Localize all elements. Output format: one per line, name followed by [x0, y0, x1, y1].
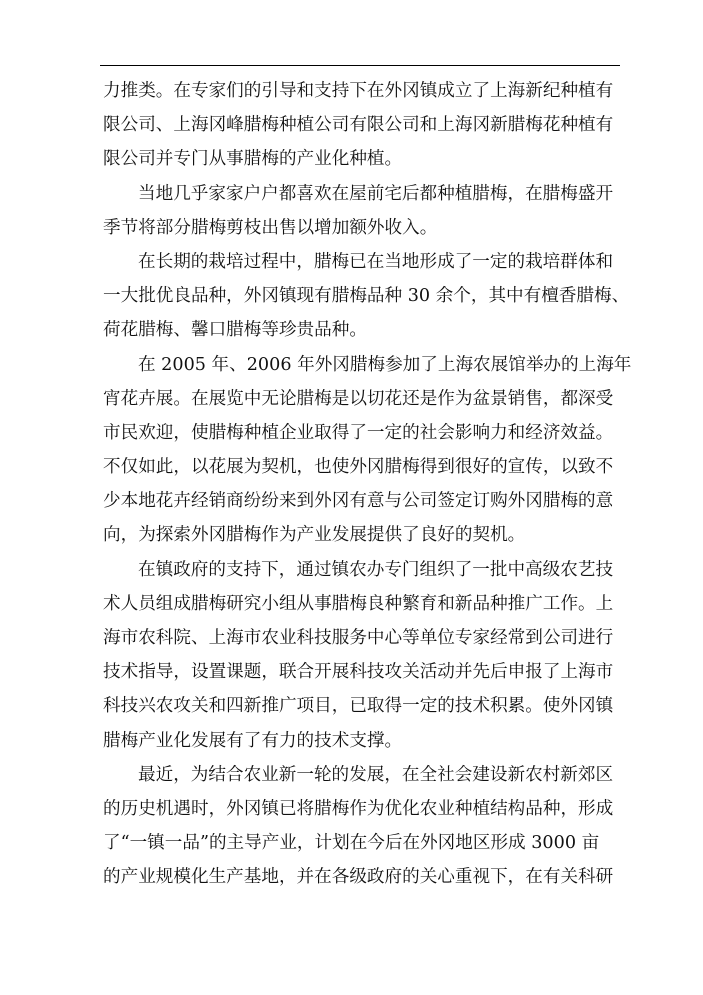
- text-line: 宵花卉展。在展览中无论腊梅是以切花还是作为盆景销售，都深受: [103, 388, 614, 409]
- text-line: 当地几乎家家户户都喜欢在屋前宅后都种植腊梅，在腊梅盛开: [138, 183, 614, 204]
- text-line: 不仅如此，以花展为契机，也使外冈腊梅得到很好的宣传，以致不: [103, 457, 614, 478]
- text-line: 季节将部分腊梅剪枝出售以增加额外收入。: [103, 217, 438, 238]
- text-line: 荷花腊梅、馨口腊梅等珍贵品种。: [103, 320, 367, 341]
- text-line: 在镇政府的支持下，通过镇农办专门组织了一批中高级农艺技: [138, 559, 614, 580]
- text-line: 向，为探索外冈腊梅作为产业发展提供了良好的契机。: [103, 525, 526, 546]
- text-line: 术人员组成腊梅研究小组从事腊梅良种繁育和新品种推广工作。上: [103, 593, 614, 614]
- text-line: 的产业规模化生产基地，并在各级政府的关心重视下，在有关科研: [103, 867, 614, 888]
- text-line: 限公司并专门从事腊梅的产业化种植。: [103, 149, 403, 170]
- text-line: 一大批优良品种，外冈镇现有腊梅品种 30 余个，其中有檀香腊梅、: [103, 286, 630, 307]
- text-line: 最近，为结合农业新一轮的发展，在全社会建设新农村新郊区: [138, 764, 614, 785]
- text-line: 在长期的栽培过程中，腊梅已在当地形成了一定的栽培群体和: [138, 251, 614, 272]
- text-line: 市民欢迎，使腊梅种植企业取得了一定的社会影响力和经济效益。: [103, 422, 614, 443]
- text-line: 在 2005 年、2006 年外冈腊梅参加了上海农展馆举办的上海年: [138, 354, 632, 375]
- text-line: 了“一镇一品”的主导产业，计划在今后在外冈地区形成 3000 亩: [103, 833, 600, 854]
- text-line: 力推类。在专家们的引导和支持下在外冈镇成立了上海新纪种植有: [103, 81, 614, 101]
- text-line: 限公司、上海冈峰腊梅种植公司有限公司和上海冈新腊梅花种植有: [103, 115, 614, 136]
- text-line: 技术指导，设置课题，联合开展科技攻关活动并先后申报了上海市: [103, 662, 614, 683]
- text-line: 少本地花卉经销商纷纷来到外冈有意与公司签定订购外冈腊梅的意: [103, 491, 614, 512]
- text-line: 腊梅产业化发展有了有力的技术支撑。: [103, 730, 403, 751]
- text-line: 海市农科院、上海市农业科技服务中心等单位专家经常到公司进行: [103, 628, 614, 648]
- text-line: 科技兴农攻关和四新推广项目，已取得一定的技术积累。使外冈镇: [103, 696, 614, 717]
- text-line: 的历史机遇时，外冈镇已将腊梅作为优化农业种植结构品种，形成: [103, 798, 614, 819]
- header-rule: [100, 65, 620, 66]
- document-body: [103, 74, 632, 895]
